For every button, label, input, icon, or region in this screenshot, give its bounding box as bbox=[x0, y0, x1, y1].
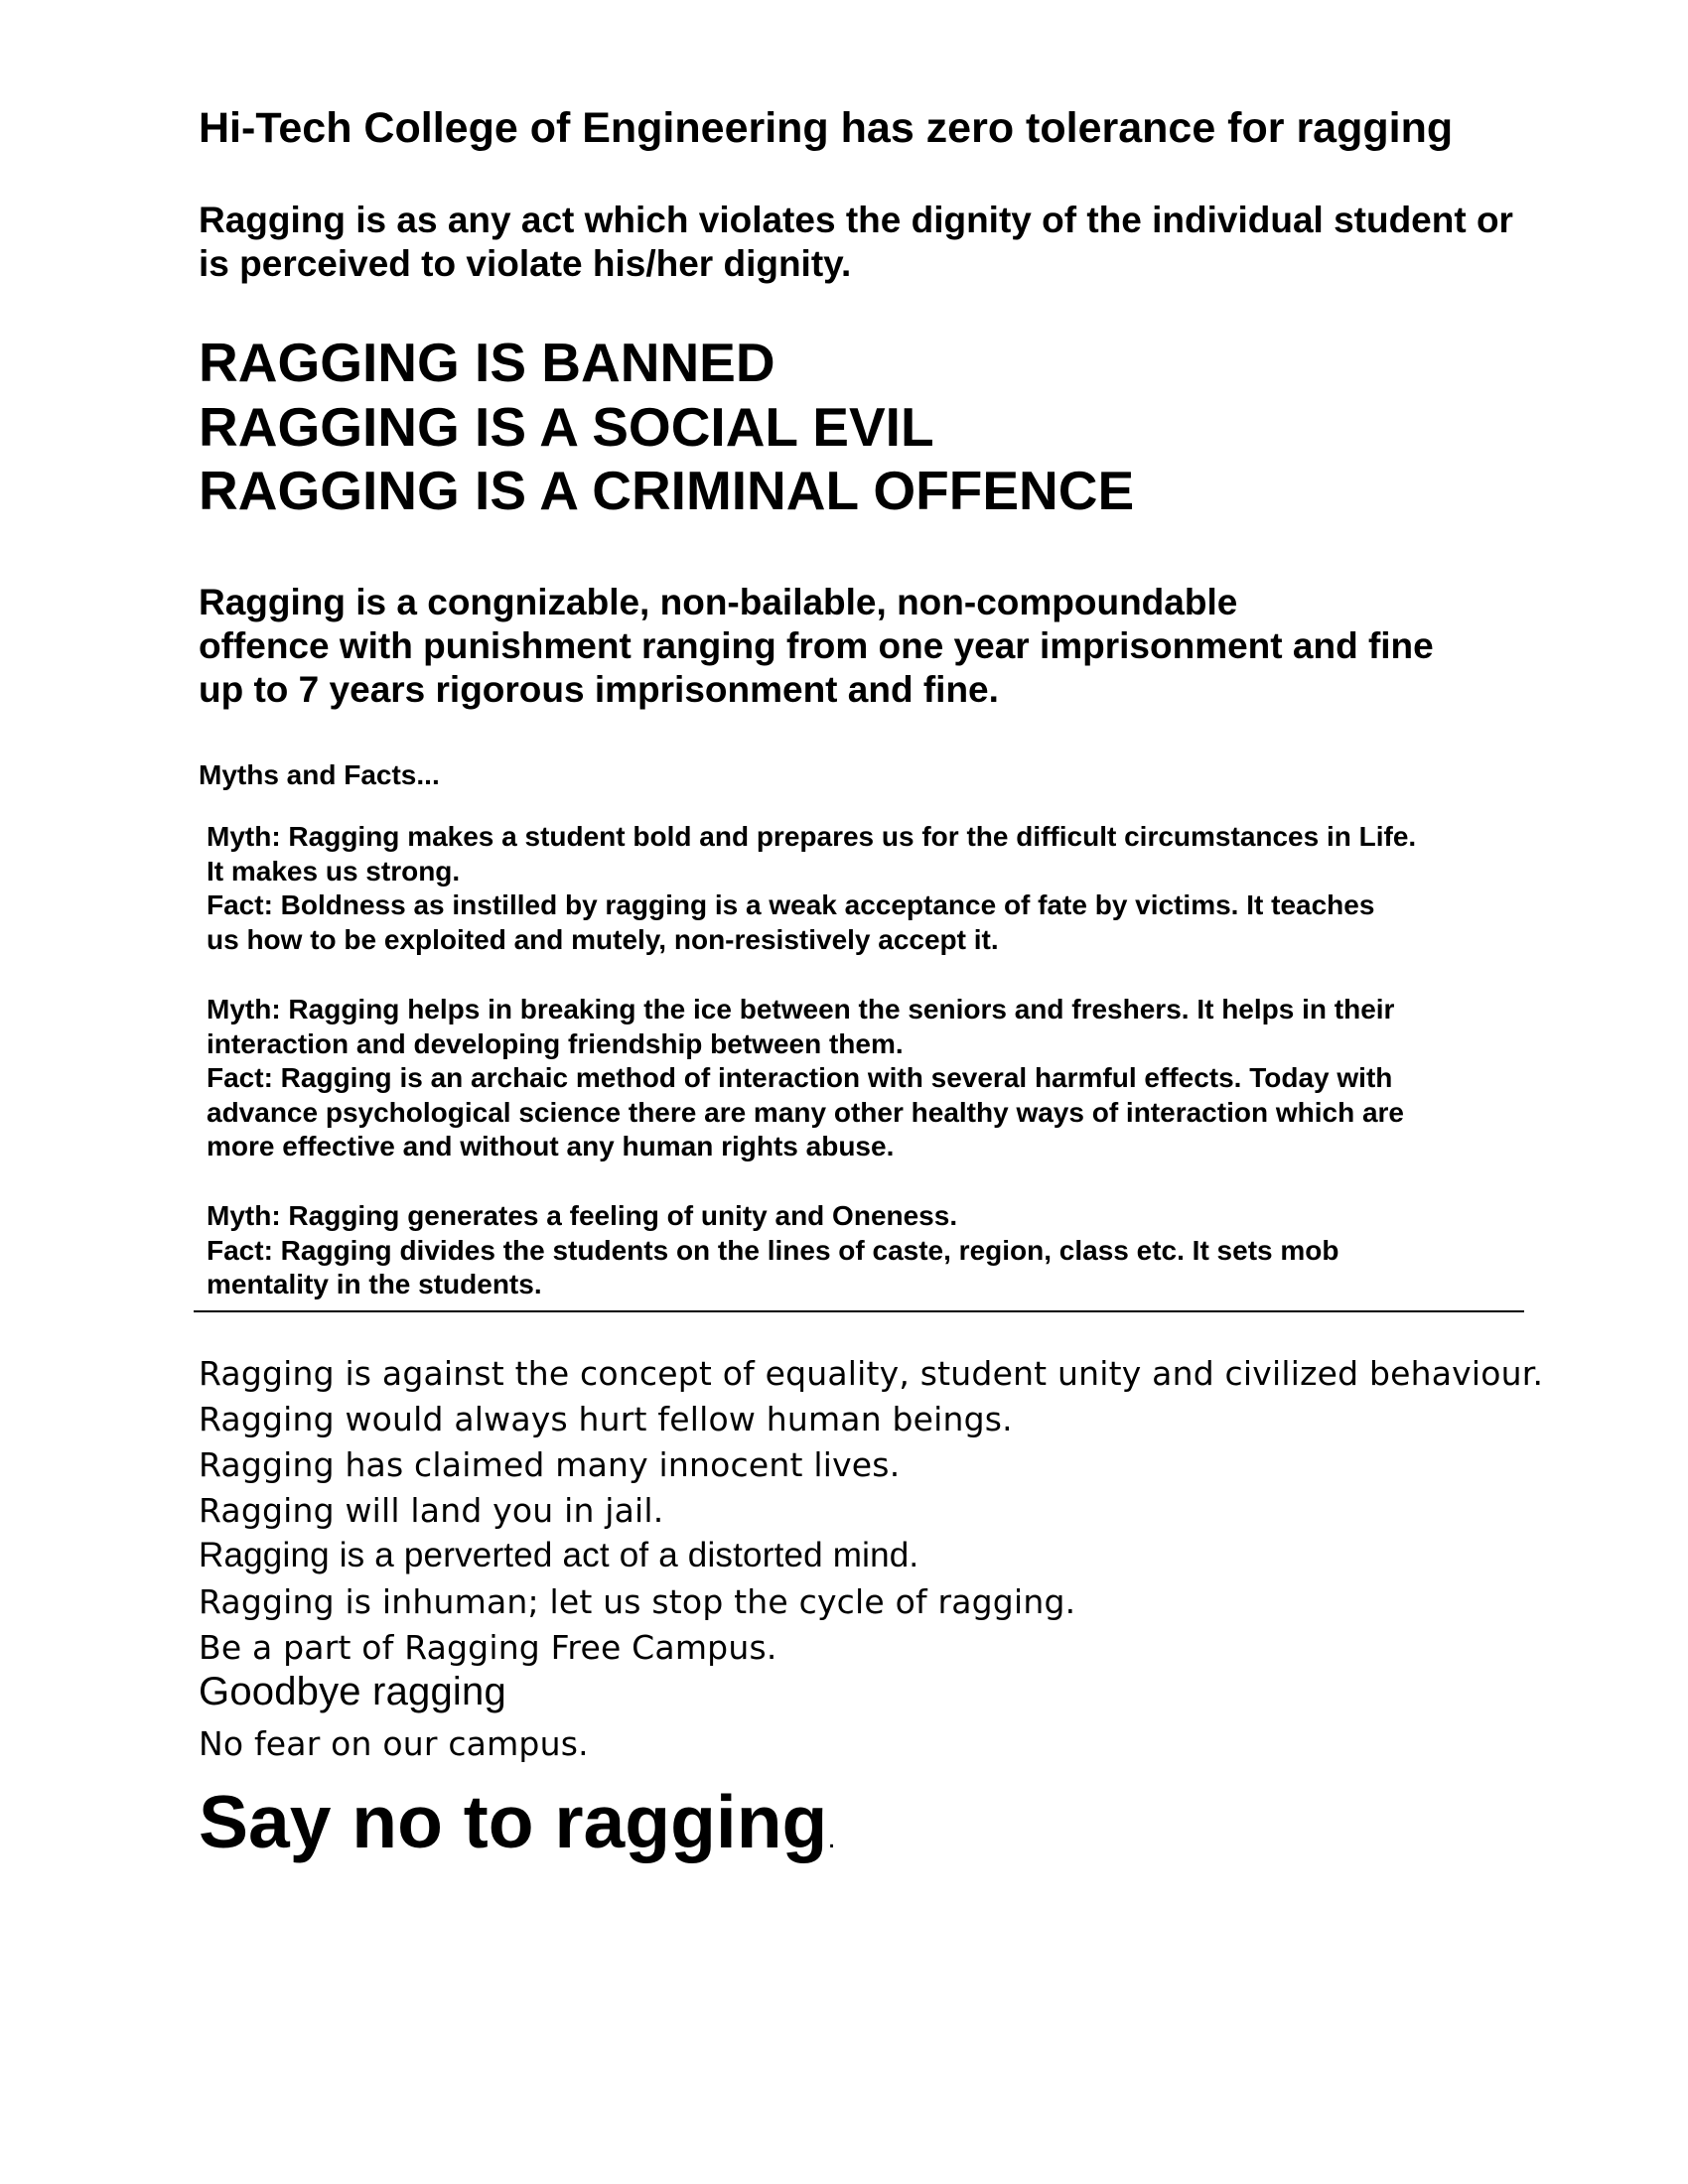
myth-fact-line: mentality in the students. bbox=[207, 1269, 542, 1299]
myth-fact-line: Myth: Ragging helps in breaking the ice between the seniors and freshers. It helps in their bbox=[207, 994, 1395, 1024]
statement-inhuman: Ragging is inhuman; let us stop the cycle of ragging. bbox=[199, 1582, 1076, 1621]
notice-title: Hi-Tech College of Engineering has zero tolerance for ragging bbox=[199, 104, 1454, 152]
definition-line: Ragging is as any act which violates the dignity of the individual student or bbox=[199, 200, 1513, 240]
myth-fact-line: interaction and developing friendship between them. bbox=[207, 1027, 904, 1059]
myth-fact-line: Fact: Boldness as instilled by ragging is a weak acceptance of fate by victims. It teaches bbox=[207, 889, 1375, 920]
definition-line: is perceived to violate his/her dignity. bbox=[199, 243, 852, 284]
myth-fact-line: advance psychological science there are many other healthy ways of interaction which are bbox=[207, 1096, 1404, 1128]
closing-slogan-text: Say no to ragging bbox=[199, 1780, 828, 1863]
offence-line: up to 7 years rigorous imprisonment and fine. bbox=[199, 669, 999, 710]
myth-fact-block-unity bbox=[207, 1199, 1338, 1302]
banner-line-banned: RAGGING IS BANNED bbox=[199, 332, 775, 393]
statement-perverted-act: Ragging is a perverted act of a distorted mind. bbox=[199, 1536, 919, 1574]
myth-fact-block-breaking-ice bbox=[207, 993, 1404, 1164]
myth-fact-line: Fact: Ragging divides the students on the lines of caste, region, class etc. It sets mob bbox=[207, 1234, 1339, 1266]
myth-fact-line: It makes us strong. bbox=[207, 855, 461, 887]
closing-slogan bbox=[199, 1779, 836, 1881]
myth-fact-line: us how to be exploited and mutely, non-resistively accept it. bbox=[207, 923, 999, 955]
section-divider bbox=[194, 1310, 1524, 1312]
myth-fact-line: Myth: Ragging generates a feeling of unity and Oneness. bbox=[207, 1200, 958, 1231]
myth-fact-line: Fact: Ragging is an archaic method of interaction with several harmful effects. Today with bbox=[207, 1062, 1393, 1093]
myth-fact-line: Myth: Ragging makes a student bold and prepares us for the difficult circumstances in Life. bbox=[207, 821, 1417, 852]
statement-goodbye: Goodbye ragging bbox=[199, 1670, 506, 1713]
statement-free-campus: Be a part of Ragging Free Campus. bbox=[199, 1628, 777, 1667]
statement-equality: Ragging is against the concept of equality, student unity and civilized behaviour. bbox=[199, 1354, 1544, 1393]
myth-fact-line: more effective and without any human rights abuse. bbox=[207, 1131, 895, 1161]
banner-line-criminal-offence: RAGGING IS A CRIMINAL OFFENCE bbox=[199, 460, 1135, 521]
offence-paragraph bbox=[199, 581, 1434, 712]
statement-hurt: Ragging would always hurt fellow human beings. bbox=[199, 1400, 1013, 1438]
closing-slogan-period: . bbox=[827, 1822, 836, 1854]
statement-innocent-lives: Ragging has claimed many innocent lives. bbox=[199, 1445, 901, 1484]
ragging-definition bbox=[199, 199, 1513, 286]
offence-line: offence with punishment ranging from one year imprisonment and fine bbox=[199, 625, 1434, 666]
statement-jail: Ragging will land you in jail. bbox=[199, 1491, 664, 1530]
banner-line-social-evil: RAGGING IS A SOCIAL EVIL bbox=[199, 396, 934, 458]
offence-line: Ragging is a congnizable, non-bailable, non-compoundable bbox=[199, 582, 1238, 622]
myths-facts-heading: Myths and Facts... bbox=[199, 759, 440, 790]
statement-no-fear: No fear on our campus. bbox=[199, 1724, 589, 1763]
myth-fact-block-boldness bbox=[207, 820, 1416, 957]
